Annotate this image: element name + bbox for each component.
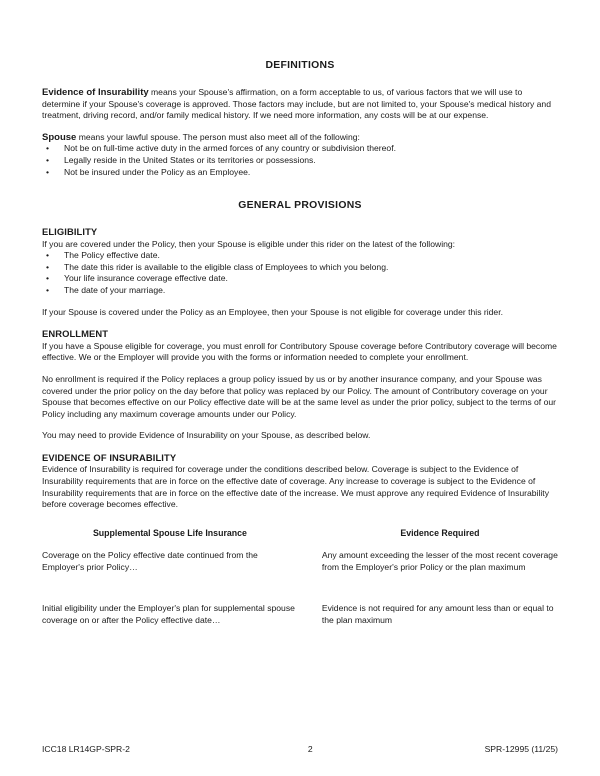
- list-item-label: Not be insured under the Policy as an Employee.: [64, 166, 251, 177]
- list-item: [42, 143, 558, 155]
- evidence-of-insurability-definition-text: means your Spouse's affirmation, on a form acceptable to us, of various factors that we will use to determine if your Spouse's coverage is approved. Those factors may include, but are not limited to, your Spouse's medical history and treatment, driving record, and/or family medical history. If we need more information, any costs will be at our expense.: [42, 87, 551, 121]
- table-row: [42, 603, 558, 626]
- bullet-icon: •: [46, 154, 50, 165]
- list-item: [42, 285, 558, 297]
- bullet-icon: •: [46, 166, 50, 177]
- definitions-heading: DEFINITIONS: [265, 60, 335, 71]
- spouse-definition-text: means your lawful spouse. The person must also meet all of the following:: [76, 131, 360, 142]
- enrollment-paragraph-3: You may need to provide Evidence of Insurability on your Spouse, as described below.: [42, 430, 371, 441]
- table-cell-evidence: Any amount exceeding the lesser of the most recent coverage from the Employer's prior Policy or the plan maximum: [321, 550, 558, 572]
- table-cell-evidence: Evidence is not required for any amount less than or equal to the plan maximum: [321, 603, 554, 626]
- evidence-requirements-table: [42, 528, 558, 627]
- table-header-row: [42, 528, 558, 551]
- table-cell-condition: Initial eligibility under the Employer's plan for supplemental spouse coverage on or after the Policy effective date…: [42, 603, 295, 626]
- list-item-label: Legally reside in the United States or its territories or possessions.: [64, 154, 316, 165]
- footer-page-number: 2: [307, 744, 313, 754]
- enrollment-paragraph-1: If you have a Spouse eligible for coverage, you must enroll for Contributory Spouse coverage before Contributory coverage will become effective. We or the Employer will provide you with the forms or information needed to complete your enrollment.: [42, 340, 557, 363]
- bullet-icon: •: [46, 143, 50, 154]
- column-header-supplemental-spouse-life-insurance: Supplemental Spouse Life Insurance: [92, 527, 247, 538]
- table-header: [42, 528, 558, 551]
- table-body: [42, 550, 558, 626]
- eligibility-closing: If your Spouse is covered under the Policy as an Employee, then your Spouse is not eligible for coverage under this rider.: [42, 306, 503, 317]
- list-item: [42, 273, 558, 285]
- footer-form-number: ICC18 LR14GP-SPR-2: [42, 744, 130, 754]
- spouse-definition: [42, 132, 558, 144]
- evidence-of-insurability-heading: EVIDENCE OF INSURABILITY: [42, 451, 177, 463]
- evidence-of-insurability-definition: [42, 87, 558, 122]
- list-item: [42, 262, 558, 274]
- page-footer: [42, 744, 558, 755]
- list-item: [42, 167, 558, 179]
- table-spacer: [42, 511, 558, 524]
- spouse-term: Spouse: [42, 131, 77, 143]
- list-item-label: The date this rider is available to the eligible class of Employees to which you belong.: [64, 261, 389, 272]
- column-header-evidence-required: Evidence Required: [400, 527, 480, 538]
- bullet-icon: •: [46, 285, 50, 296]
- evidence-of-insurability-term: Evidence of Insurability: [42, 87, 149, 98]
- bullet-icon: •: [46, 273, 50, 284]
- table-cell-condition: Coverage on the Policy effective date continued from the Employer's prior Policy…: [42, 550, 258, 572]
- enrollment-paragraph-2: No enrollment is required if the Policy replaces a group policy issued by us or by another insurance company, and your Spouse was covered under the prior policy on the day before that policy was replaced by our Policy. The amount of Contributory coverage on your Spouse that becomes effective on our Policy effective date will be at the same level as under the prior policy, subject to the terms of our Policy including any maximum coverage amounts under our Policy.: [42, 373, 556, 419]
- list-item-label: The Policy effective date.: [64, 250, 160, 261]
- eligibility-list: [42, 250, 558, 296]
- list-item-label: Your life insurance coverage effective date.: [64, 273, 228, 284]
- enrollment-heading: ENROLLMENT: [42, 328, 109, 340]
- list-item: [42, 155, 558, 167]
- bullet-icon: •: [46, 250, 50, 261]
- list-item: [42, 250, 558, 262]
- evidence-of-insurability-paragraph: Evidence of Insurability is required for coverage under the conditions described below. Coverage is subject to the Evidence of Insurability requirements that are in force on the effective date of coverage. Any increase to coverage is subject to the Evidence of Insurability requirements that are in force on the effective date of the increase. We must approve any required Evidence of Insurability before coverage becomes effective.: [42, 464, 549, 510]
- bullet-icon: •: [46, 261, 50, 272]
- spouse-requirements-list: [42, 143, 558, 178]
- eligibility-heading: ELIGIBILITY: [42, 226, 98, 238]
- table-row: [42, 550, 558, 603]
- list-item-label: The date of your marriage.: [64, 285, 166, 296]
- eligibility-intro: If you are covered under the Policy, then your Spouse is eligible under this rider on the latest of the following:: [42, 238, 456, 249]
- list-item-label: Not be on full-time active duty in the armed forces of any country or subdivision thereof.: [64, 143, 396, 154]
- footer-document-code: SPR-12995 (11/25): [484, 744, 558, 754]
- page-content: [42, 60, 558, 627]
- general-provisions-heading: GENERAL PROVISIONS: [238, 200, 362, 212]
